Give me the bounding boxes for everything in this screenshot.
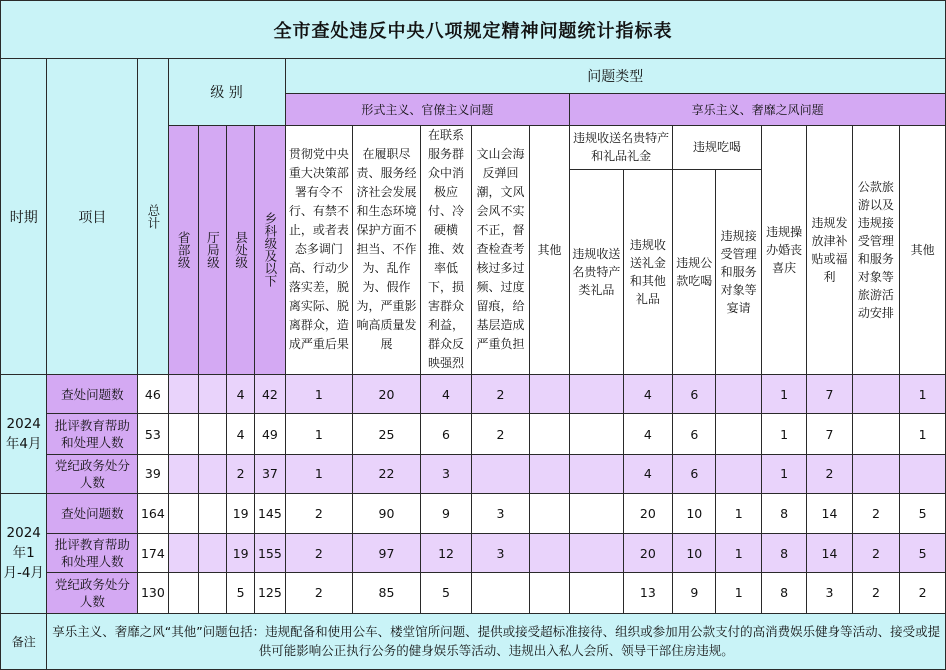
total-cell: 53 xyxy=(138,414,168,454)
gift-col-specialty: 违规收送名贵特产类礼品 xyxy=(570,169,623,374)
value-cell xyxy=(529,414,569,454)
value-cell: 5 xyxy=(227,573,255,613)
level-provincial: 省部级 xyxy=(168,125,198,374)
value-cell xyxy=(570,375,623,414)
row-label: 党纪政务处分人数 xyxy=(47,454,138,493)
formalism-col-2: 在履职尽责、服务经济社会发展和生态环境保护方面不担当、不作为、乱作为、假作为，严重影响高质量发展 xyxy=(353,125,421,374)
table-row xyxy=(1,493,946,533)
value-cell xyxy=(168,534,198,573)
total-cell: 164 xyxy=(138,493,168,533)
value-cell: 145 xyxy=(255,493,285,533)
value-cell: 10 xyxy=(673,534,716,573)
value-cell xyxy=(529,375,569,414)
value-cell xyxy=(529,573,569,613)
value-cell: 1 xyxy=(900,375,946,414)
formalism-col-other: 其他 xyxy=(529,125,569,374)
row-label: 批评教育帮助和处理人数 xyxy=(47,534,138,573)
value-cell xyxy=(472,573,530,613)
hedonism-col-subsidy: 违规发放津补贴或福利 xyxy=(807,125,852,374)
value-cell: 49 xyxy=(255,414,285,454)
value-cell xyxy=(570,454,623,493)
level-bureau: 厅局级 xyxy=(198,125,226,374)
dining-group-header: 违规吃喝 xyxy=(673,125,762,169)
level-county: 县处级 xyxy=(227,125,255,374)
formalism-col-3: 在联系服务群众中消极应付、冷硬横推、效率低下，损害群众利益，群众反映强烈 xyxy=(420,125,471,374)
value-cell xyxy=(198,493,226,533)
total-cell: 174 xyxy=(138,534,168,573)
value-cell: 25 xyxy=(353,414,421,454)
value-cell: 42 xyxy=(255,375,285,414)
value-cell xyxy=(198,454,226,493)
row-label: 查处问题数 xyxy=(47,375,138,414)
row-label: 党纪政务处分人数 xyxy=(47,573,138,613)
value-cell xyxy=(716,375,761,414)
value-cell: 2 xyxy=(807,454,852,493)
formalism-group-header: 形式主义、官僚主义问题 xyxy=(285,93,570,125)
table-row xyxy=(1,454,946,493)
value-cell: 12 xyxy=(420,534,471,573)
value-cell: 4 xyxy=(623,375,672,414)
gift-group-header: 违规收送名贵特产和礼品礼金 xyxy=(570,125,673,169)
value-cell xyxy=(198,573,226,613)
period-label: 2024年4月 xyxy=(1,375,47,494)
formalism-col-4: 文山会海反弹回潮，文风会风不实不正，督查检查考核过多过频、过度留痕，给基层造成严重负担 xyxy=(472,125,530,374)
table-row xyxy=(1,573,946,613)
dining-col-banquet: 违规接受管理和服务对象等宴请 xyxy=(716,169,761,374)
value-cell xyxy=(570,493,623,533)
value-cell: 6 xyxy=(673,454,716,493)
note-text: 享乐主义、奢靡之风“其他”问题包括：违规配备和使用公车、楼堂馆所问题、提供或接受超标准接待、组织或参加用公款支付的高消费娱乐健身等活动、接受或提供可能影响公正执行公务的健身娱乐等活动、违规出入私人会所、领导干部住房违规。 xyxy=(47,613,946,669)
value-cell: 8 xyxy=(761,493,806,533)
total-cell: 39 xyxy=(138,454,168,493)
hedonism-col-other: 其他 xyxy=(900,125,946,374)
value-cell: 2 xyxy=(472,375,530,414)
value-cell xyxy=(529,454,569,493)
table-row xyxy=(1,375,946,414)
value-cell: 1 xyxy=(716,573,761,613)
value-cell: 1 xyxy=(761,454,806,493)
value-cell: 4 xyxy=(227,375,255,414)
value-cell: 2 xyxy=(852,534,899,573)
value-cell: 2 xyxy=(852,573,899,613)
value-cell: 3 xyxy=(807,573,852,613)
value-cell: 2 xyxy=(900,573,946,613)
value-cell: 22 xyxy=(353,454,421,493)
value-cell: 7 xyxy=(807,414,852,454)
value-cell: 3 xyxy=(472,534,530,573)
value-cell xyxy=(570,414,623,454)
value-cell xyxy=(852,375,899,414)
value-cell: 1 xyxy=(716,493,761,533)
value-cell: 5 xyxy=(900,534,946,573)
value-cell xyxy=(198,534,226,573)
level-township: 乡科级及以下 xyxy=(255,125,285,374)
value-cell: 1 xyxy=(761,375,806,414)
value-cell: 10 xyxy=(673,493,716,533)
value-cell: 6 xyxy=(673,375,716,414)
value-cell: 2 xyxy=(227,454,255,493)
total-cell: 130 xyxy=(138,573,168,613)
level-header: 级 别 xyxy=(168,59,285,125)
hedonism-col-wedding: 违规操办婚丧喜庆 xyxy=(761,125,806,374)
value-cell: 2 xyxy=(852,493,899,533)
value-cell: 2 xyxy=(285,493,353,533)
value-cell: 14 xyxy=(807,534,852,573)
value-cell: 4 xyxy=(420,375,471,414)
value-cell: 1 xyxy=(285,375,353,414)
value-cell: 20 xyxy=(623,493,672,533)
table-row xyxy=(1,414,946,454)
value-cell: 6 xyxy=(673,414,716,454)
value-cell xyxy=(168,454,198,493)
value-cell xyxy=(716,414,761,454)
value-cell: 4 xyxy=(227,414,255,454)
value-cell: 1 xyxy=(285,454,353,493)
value-cell: 90 xyxy=(353,493,421,533)
value-cell: 7 xyxy=(807,375,852,414)
value-cell xyxy=(900,454,946,493)
value-cell: 2 xyxy=(285,534,353,573)
value-cell xyxy=(570,534,623,573)
value-cell: 4 xyxy=(623,454,672,493)
value-cell: 1 xyxy=(716,534,761,573)
value-cell xyxy=(852,414,899,454)
formalism-col-1: 贯彻党中央重大决策部署有令不行、有禁不止，或者表态多调门高、行动少落实差，脱离实际、脱离群众，造成严重后果 xyxy=(285,125,353,374)
value-cell xyxy=(852,454,899,493)
value-cell: 9 xyxy=(420,493,471,533)
value-cell xyxy=(716,454,761,493)
value-cell: 2 xyxy=(285,573,353,613)
value-cell: 14 xyxy=(807,493,852,533)
value-cell: 5 xyxy=(420,573,471,613)
value-cell: 8 xyxy=(761,534,806,573)
value-cell: 20 xyxy=(353,375,421,414)
value-cell: 9 xyxy=(673,573,716,613)
hedonism-group-header: 享乐主义、奢靡之风问题 xyxy=(570,93,946,125)
value-cell xyxy=(198,375,226,414)
item-header: 项目 xyxy=(47,59,138,375)
value-cell: 19 xyxy=(227,493,255,533)
value-cell xyxy=(472,454,530,493)
period-label: 2024年1月-4月 xyxy=(1,493,47,613)
value-cell xyxy=(529,534,569,573)
value-cell: 1 xyxy=(761,414,806,454)
period-header: 时期 xyxy=(1,59,47,375)
value-cell: 155 xyxy=(255,534,285,573)
value-cell xyxy=(529,493,569,533)
dining-col-public: 违规公款吃喝 xyxy=(673,169,716,374)
value-cell xyxy=(168,573,198,613)
total-header: 总计 xyxy=(138,59,168,375)
note-label: 备注 xyxy=(1,613,47,669)
value-cell xyxy=(570,573,623,613)
row-label: 批评教育帮助和处理人数 xyxy=(47,414,138,454)
value-cell: 85 xyxy=(353,573,421,613)
value-cell: 8 xyxy=(761,573,806,613)
value-cell: 1 xyxy=(285,414,353,454)
hedonism-col-travel: 公款旅游以及违规接受管理和服务对象等旅游活动安排 xyxy=(852,125,899,374)
value-cell: 13 xyxy=(623,573,672,613)
value-cell: 97 xyxy=(353,534,421,573)
value-cell xyxy=(168,375,198,414)
value-cell: 125 xyxy=(255,573,285,613)
value-cell: 3 xyxy=(472,493,530,533)
total-cell: 46 xyxy=(138,375,168,414)
value-cell: 20 xyxy=(623,534,672,573)
value-cell xyxy=(168,493,198,533)
row-label: 查处问题数 xyxy=(47,493,138,533)
table-title: 全市查处违反中央八项规定精神问题统计指标表 xyxy=(1,1,946,59)
value-cell: 2 xyxy=(472,414,530,454)
value-cell: 3 xyxy=(420,454,471,493)
value-cell: 4 xyxy=(623,414,672,454)
value-cell: 19 xyxy=(227,534,255,573)
value-cell: 5 xyxy=(900,493,946,533)
value-cell: 37 xyxy=(255,454,285,493)
value-cell: 1 xyxy=(900,414,946,454)
value-cell xyxy=(168,414,198,454)
value-cell xyxy=(198,414,226,454)
value-cell: 6 xyxy=(420,414,471,454)
table-row xyxy=(1,534,946,573)
problem-type-header: 问题类型 xyxy=(285,59,945,93)
gift-col-cash: 违规收送礼金和其他礼品 xyxy=(623,169,672,374)
